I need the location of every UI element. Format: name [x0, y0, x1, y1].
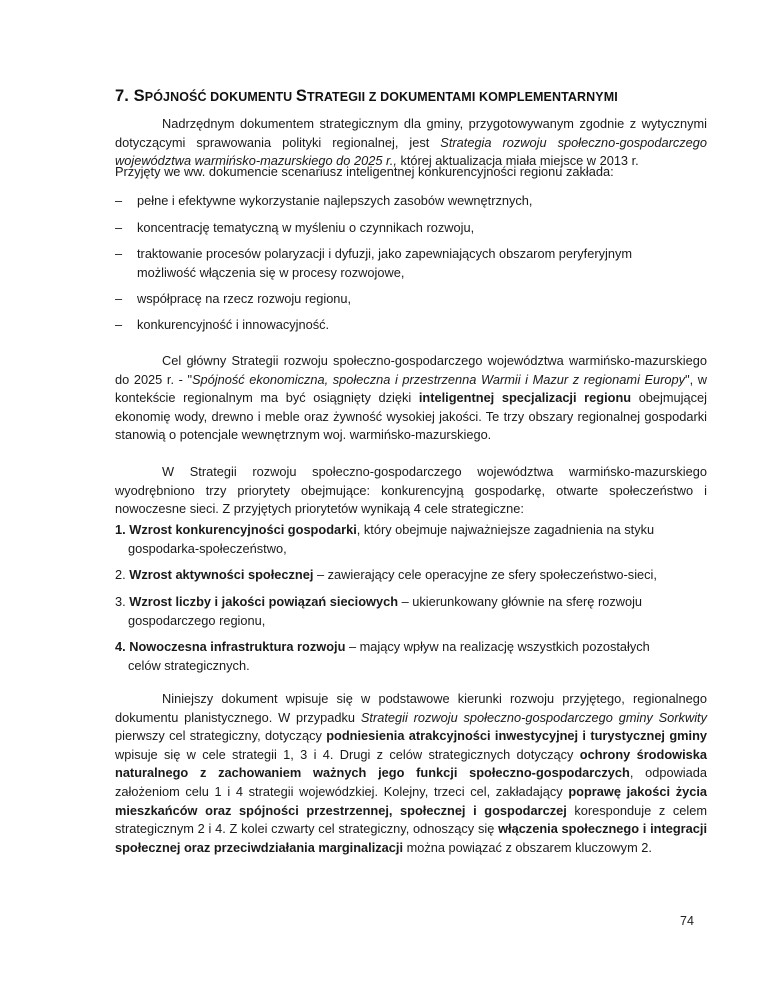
page-number: 74 — [680, 914, 694, 928]
dash-bullet: – — [115, 193, 123, 208]
goal-number: 2. — [115, 567, 130, 582]
text: , odpowiada założeniom celu 1 i 4 strategii wojewódzkiej. Kolejny, trzeci cel, zakładający — [115, 765, 708, 799]
bold-text: poprawę jakości życia mieszkańców oraz spójności przestrzennej, społecznej i gospodarczej — [115, 783, 708, 818]
italic-text: Spójność ekonomiczna, społeczna i przestrzenna Warmii i Mazur z regionami Europy — [191, 371, 686, 387]
goal-title: Wzrost konkurencyjności gospodarki — [129, 522, 357, 537]
paragraph-2: Przyjęty we ww. dokumencie scenariusz inteligentnej konkurencyjności regionu zakłada: — [115, 164, 614, 179]
goal-item — [115, 566, 707, 585]
text: wpisuje się w cele strategii 1, 3 i 4. Drugi z celów strategicznych dotyczący — [115, 746, 580, 762]
list-item-text: współpracę na rzecz rozwoju regionu, — [137, 291, 352, 306]
bold-text: podniesienia atrakcyjności inwestycyjnej i turystycznej gminy — [326, 728, 707, 744]
list-item — [115, 245, 707, 285]
goal-number: 4. — [115, 639, 130, 654]
goal-number: 3. — [115, 594, 130, 609]
goal-text-continued: celów strategicznych. — [128, 657, 250, 673]
text: Cel główny Strategii rozwoju społeczno-gospodarczego województwa warmińsko-mazurskiego do 2025 r. - " — [115, 353, 707, 387]
heading-part: TRATEGII Z DOKUMENTAMI KOMPLEMENTARNYMI — [307, 90, 618, 104]
text: której aktualizacja miała miejsce w 2013 r. — [396, 153, 639, 169]
text: pierwszy cel strategiczny, dotyczący — [115, 728, 327, 744]
list-item-text: traktowanie procesów polaryzacji i dyfuzji, jako zapewniających obszarom peryferyjnym możliwość włączenia się w procesy rozwojowe, — [137, 246, 633, 280]
list-item-text: koncentrację tematyczną w myśleniu o czynnikach rozwoju, — [137, 220, 475, 235]
bold-text: włączenia społecznego i integracji społecznej oraz przeciwdziałania marginalizacji — [115, 821, 707, 855]
italic-text: Strategii rozwoju społeczno-gospodarczego gminy Sorkwity — [360, 709, 707, 725]
italic-text: Strategia rozwoju społeczno-gospodarczego województwa warmińsko-mazurskiego do 2025 r., — [115, 134, 708, 169]
goal-text: – ukierunkowany głównie na sferę rozwoju — [398, 594, 643, 609]
goal-text: – zawierający cele operacyjne ze sfery społeczeństwo-sieci, — [313, 567, 657, 582]
goal-text-continued: gospodarka-społeczeństwo, — [128, 540, 287, 556]
dash-bullet: – — [115, 246, 123, 261]
goal-text: – mający wpływ na realizację wszystkich pozostałych — [345, 639, 650, 654]
goal-text: , który obejmuje najważniejsze zagadnienia na styku — [356, 522, 655, 537]
goal-item — [115, 521, 707, 558]
dash-bullet: – — [115, 317, 123, 332]
heading-number: 7. S — [115, 87, 145, 105]
text: obejmującej ekonomię wody, drewno i meble oraz żywność wysokiej jakości. Te trzy obszary regionalnej gospodarki stanowią o potencjale wewnętrznym woj. warmińsko-mazurskiego. — [115, 390, 707, 443]
heading-part: S — [295, 87, 307, 105]
paragraph-3 — [115, 352, 707, 445]
goal-title: Nowoczesna infrastruktura rozwoju — [129, 639, 346, 654]
goal-item — [115, 593, 707, 630]
bold-text: inteligentnej specjalizacji regionu — [418, 390, 632, 406]
text: Nadrzędnym dokumentem strategicznym dla gminy, przygotowywanym zgodnie z wytycznymi dotyczącymi sprawowania polityki regionalnej, jest — [115, 116, 707, 150]
text: Niniejszy dokument wpisuje się w podstawowe kierunki rozwoju przyjętego, regionalnego dokumentu planistycznego. W przypadku — [115, 691, 707, 725]
heading-part: PÓJNOŚĆ DOKUMENTU — [144, 90, 296, 104]
section-heading — [115, 87, 715, 106]
dash-bullet: – — [115, 220, 123, 235]
list-item-text: pełne i efektywne wykorzystanie najlepszych zasobów wewnętrznych, — [137, 193, 533, 208]
paragraph-4: W Strategii rozwoju społeczno-gospodarczego województwa warmińsko-mazurskiego wyodrębniono trzy priorytety obejmujące: konkurencyjną gospodarkę, otwarte społeczeństwo i nowoczesne sieci. Z przyjętych priorytetów wynikają 4 cele strategiczne: — [115, 464, 707, 517]
text: ", w kontekście regionalnym ma być osiągnięty dzięki — [115, 371, 707, 406]
goal-number: 1. — [115, 522, 130, 537]
text: koresponduje z celem strategicznym 2 i 4. Z kolei czwarty cel strategiczny, odnoszący się — [115, 802, 707, 837]
goal-title: Wzrost aktywności społecznej — [129, 567, 314, 582]
goal-title: Wzrost liczby i jakości powiązań sieciowych — [129, 594, 399, 609]
paragraph-5 — [115, 690, 707, 857]
goal-text-continued: gospodarczego regionu, — [128, 612, 266, 628]
goal-item — [115, 638, 707, 675]
bold-text: ochrony środowiska naturalnego z zachowaniem ważnych jego funkcji społeczno-gospodarczych — [115, 746, 707, 781]
text: można powiązać z obszarem kluczowym 2. — [403, 839, 652, 855]
dash-bullet: – — [115, 291, 123, 306]
list-item-text: konkurencyjność i innowacyjność. — [137, 317, 330, 332]
